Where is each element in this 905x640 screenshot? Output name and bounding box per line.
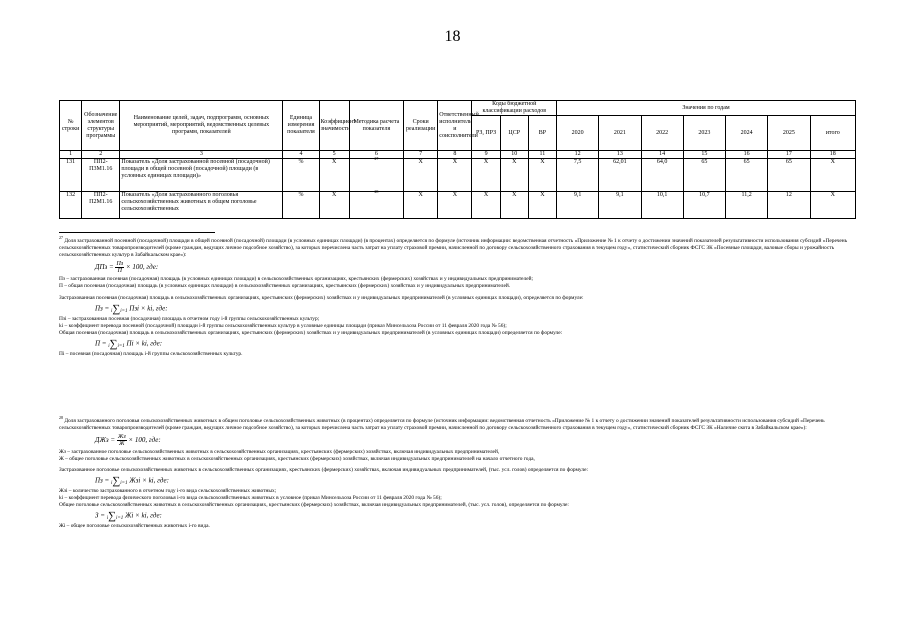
- row-terms: X: [404, 159, 438, 192]
- row-terms: X: [404, 192, 438, 219]
- column-number: 15: [683, 151, 725, 159]
- footnote-line: Жi – общее поголовье сельскохозяйственных животных i-го вида.: [59, 523, 210, 529]
- footnote-line: Пзi – застрахованная посевная (посадочная) площадь в отчетном году i-й группы сельскохозяйственных культур;: [59, 316, 320, 322]
- row-value: 11,2: [726, 192, 768, 219]
- row-value: X: [810, 159, 855, 192]
- header-year: 2025: [768, 116, 810, 151]
- column-number: 8: [438, 151, 472, 159]
- column-number: 14: [641, 151, 683, 159]
- footnote-mark: 27: [59, 235, 63, 241]
- footnote-line: ki – коэффициент перевода посевной (посадочной) площади i-й группы сельскохозяйственных культур в условные единицы площади (приказ Минсельхоза России от 11 февраля 2020 года № 56);: [59, 323, 507, 329]
- header-budget-codes: Коды бюджетной классификации расходов: [472, 101, 557, 116]
- footnote-28: [59, 415, 859, 530]
- footnote-line: П – общая посевная (посадочная) площадь (в условных единицах площади) в сельскохозяйственных организациях, крестьянских (фермерских) хозяйствах и у индивидуальных предпринимателей.: [59, 283, 511, 289]
- row-vr: X: [528, 192, 556, 219]
- row-value: 62,01: [599, 159, 641, 192]
- row-number: 132: [60, 192, 82, 219]
- header-year: 2021: [599, 116, 641, 151]
- row-unit: %: [283, 192, 319, 219]
- page-number: 18: [444, 28, 461, 45]
- header-unit: Единица измерения показателя: [283, 101, 319, 151]
- column-number: 17: [768, 151, 810, 159]
- row-number: 131: [60, 159, 82, 192]
- column-number: 16: [726, 151, 768, 159]
- column-number: 4: [283, 151, 319, 159]
- row-value: 10,1: [641, 192, 683, 219]
- column-number: 1: [60, 151, 82, 159]
- row-csr: X: [500, 159, 528, 192]
- footnote-separator: [59, 232, 215, 233]
- indicators-table: [59, 100, 856, 219]
- row-value: X: [810, 192, 855, 219]
- column-number: 18: [810, 151, 855, 159]
- column-number: 2: [82, 151, 120, 159]
- header-rz: РЗ, ПРЗ: [472, 116, 500, 151]
- column-number: 7: [404, 151, 438, 159]
- row-value: 65: [726, 159, 768, 192]
- row-value: 64,0: [641, 159, 683, 192]
- row-rz: X: [472, 192, 500, 219]
- column-number: 6: [349, 151, 403, 159]
- column-number: 10: [500, 151, 528, 159]
- footnote-intro: $^{28}$ Доля застрахованного поголовья сельскохозяйственных животных в общем поголовье сельскохозяйственных животных (в процентах) определяется по формуле (источник информации: ведомственная отчетность «Приложение № 1 к отчету о достижении значений показателей результативности использования субсидий «Перечень сельскохозяйственных товаропроизводителей (кроме граждан, ведущих личное подсобное хозяйство), за которых перечислена часть затрат на уплату страховой премии, начисленной по договору сельскохозяйственного страхования в текущем году», статистический сборник ФСГС ЗК «Наличие скота в Забайкальском крае»):: [59, 415, 825, 431]
- formula-share-area: ДПз = $\frac{Пз}{П}$ × 100, где:: [95, 261, 159, 274]
- row-coefficient: X: [319, 159, 349, 192]
- footnote-27: [59, 235, 859, 358]
- footnote-line: Пi – посевная (посадочная) площадь i-й группы сельскохозяйственных культур.: [59, 351, 243, 357]
- formula-insured-area: Пз = i∑i=1 Пзi × ki, где:: [95, 303, 168, 315]
- footnote-line: Застрахованная посевная (посадочная) площадь в сельскохозяйственных организациях, крестьянских (фермерских) хозяйствах и у индивидуальных предпринимателей (в условных единицах площади), определяется по формуле:: [59, 295, 584, 301]
- header-vr: ВР: [528, 116, 556, 151]
- header-year: 2023: [683, 116, 725, 151]
- row-coefficient: X: [319, 192, 349, 219]
- row-value: 9,1: [599, 192, 641, 219]
- column-number: 11: [528, 151, 556, 159]
- row-value: 12: [768, 192, 810, 219]
- footnote-ref[interactable]: 28: [374, 189, 379, 194]
- header-coefficient: Коэффициент значимости: [319, 101, 349, 151]
- header-method: Методика расчета показателя: [349, 101, 403, 151]
- footnote-line: Общая посевная (посадочная) площадь в сельскохозяйственных организациях, крестьянских (фермерских) хозяйствах и у индивидуальных предпринимателей (в условных единицах площади) определяется по формуле:: [59, 330, 563, 336]
- row-unit: %: [283, 159, 319, 192]
- footnote-line: Жз – застрахованное поголовье сельскохозяйственных животных в сельскохозяйственных организациях, крестьянских (фермерских) хозяйствах, включая индивидуальных предпринимателей,: [59, 449, 500, 455]
- column-number-row: [60, 151, 856, 159]
- row-responsible: X: [438, 159, 472, 192]
- header-year: 2022: [641, 116, 683, 151]
- footnote-ref[interactable]: 27: [374, 156, 379, 161]
- header-csr: ЦСР: [500, 116, 528, 151]
- row-csr: X: [500, 192, 528, 219]
- row-value: 65: [768, 159, 810, 192]
- row-value: 9,1: [557, 192, 599, 219]
- column-number: 9: [472, 151, 500, 159]
- footnote-intro: $^{27}$ Доля застрахованной посевной (посадочной) площади в общей посевной (посадочной) площади (в условных единицах площади) (в процентах) определяется по формуле (источник информации: ведомственная отчетность «Приложение № 1 к отчету о достижении значений показателей результативности использования субсидий «Перечень сельскохозяйственных товаропроизводителей (кроме граждан, ведущих личное подсобное хозяйство), за которых перечислена часть затрат на уплату страховой премии, начисленной по договору сельскохозяйственного страхования в текущем году», статистический сборник ФСГС ЗК «Посевные площади, валовые сборы и урожайность сельскохозяйственных культур в Забайкальском крае»):: [59, 235, 848, 258]
- column-number: 13: [599, 151, 641, 159]
- column-number: 5: [319, 151, 349, 159]
- header-values-by-year: Значения по годам: [557, 101, 856, 116]
- column-number: 12: [557, 151, 599, 159]
- footnote-mark: 28: [59, 415, 63, 421]
- row-value: 65: [683, 159, 725, 192]
- header-name: Наименование целей, задач, подпрограмм, основных мероприятий, мероприятий, ведомственных целевых программ, показателей: [120, 101, 283, 151]
- header-year: 2024: [726, 116, 768, 151]
- formula-total-livestock: З = i∑i=1 Жi × ki, где:: [95, 510, 162, 522]
- row-code: ПП2-П3М1.16: [82, 159, 120, 192]
- footnote-line: Ж – общее поголовье сельскохозяйственных животных в сельскохозяйственных организациях, крестьянских (фермерских) хозяйствах, включая индивидуальных предпринимателей на начало отчетного года,: [59, 456, 535, 462]
- row-code: ПП2-П2М1.16: [82, 192, 120, 219]
- row-name: Показатель «Доля застрахованного поголовья сельскохозяйственных животных в общем поголовье сельскохозяйственных: [120, 192, 283, 219]
- row-value: 7,5: [557, 159, 599, 192]
- row-value: 10,7: [683, 192, 725, 219]
- header-total: итого: [810, 116, 855, 151]
- header-year: 2020: [557, 116, 599, 151]
- row-method: [349, 189, 403, 219]
- footnote-line: Застрахованное поголовье сельскохозяйственных животных в сельскохозяйственных организациях, крестьянских (фермерских) хозяйствах, включая индивидуальных предпринимателей, (тыс. усл. голов) определяется по формуле:: [59, 467, 588, 473]
- row-rz: X: [472, 159, 500, 192]
- header-terms: Сроки реализации: [404, 101, 438, 151]
- row-method: [349, 156, 403, 192]
- table-row: [60, 159, 856, 192]
- formula-insured-livestock: Пз = i∑i=1 Жзi × ki, где:: [95, 475, 169, 487]
- header-responsible: Ответственный исполнитель и соисполнители: [438, 101, 472, 151]
- formula-share-livestock: ДЖз = $\frac{Жз}{Ж}$ × 100, где:: [95, 434, 161, 447]
- column-number: 3: [120, 151, 283, 159]
- row-responsible: X: [438, 192, 472, 219]
- table-row: [60, 192, 856, 219]
- header-code: Обозначение элементов структуры программы: [82, 101, 120, 151]
- footnote-line: Общее поголовье сельскохозяйственных животных в сельскохозяйственных организациях, крестьянских (фермерских) хозяйствах, включая индивидуальных предпринимателей, (тыс. усл. голов), определяется по формуле:: [59, 502, 569, 508]
- footnote-line: Пз – застрахованная посевная (посадочная) площадь (в условных единицах площади) в сельскохозяйственных организациях, крестьянских (фермерских) хозяйствах и у индивидуальных предпринимателей;: [59, 276, 534, 282]
- footnote-line: Жзi – количество застрахованного в отчетном году i-го вида сельскохозяйственных животных;: [59, 488, 277, 494]
- formula-total-area: П = i∑i=1 Пi × ki, где:: [95, 338, 163, 350]
- footnote-line: ki – коэффициент перевода физического поголовья i-го вида сельскохозяйственных животных в условное (приказ Минсельхоза России от 11 февраля 2020 года № 56);: [59, 495, 442, 501]
- row-name: Показатель «Доля застрахованной посевной (посадочной) площади в общей посевной (посадочной) площади (в условных единицах площади)»: [120, 159, 283, 192]
- row-vr: X: [528, 159, 556, 192]
- header-row-number: № строки: [60, 101, 82, 151]
